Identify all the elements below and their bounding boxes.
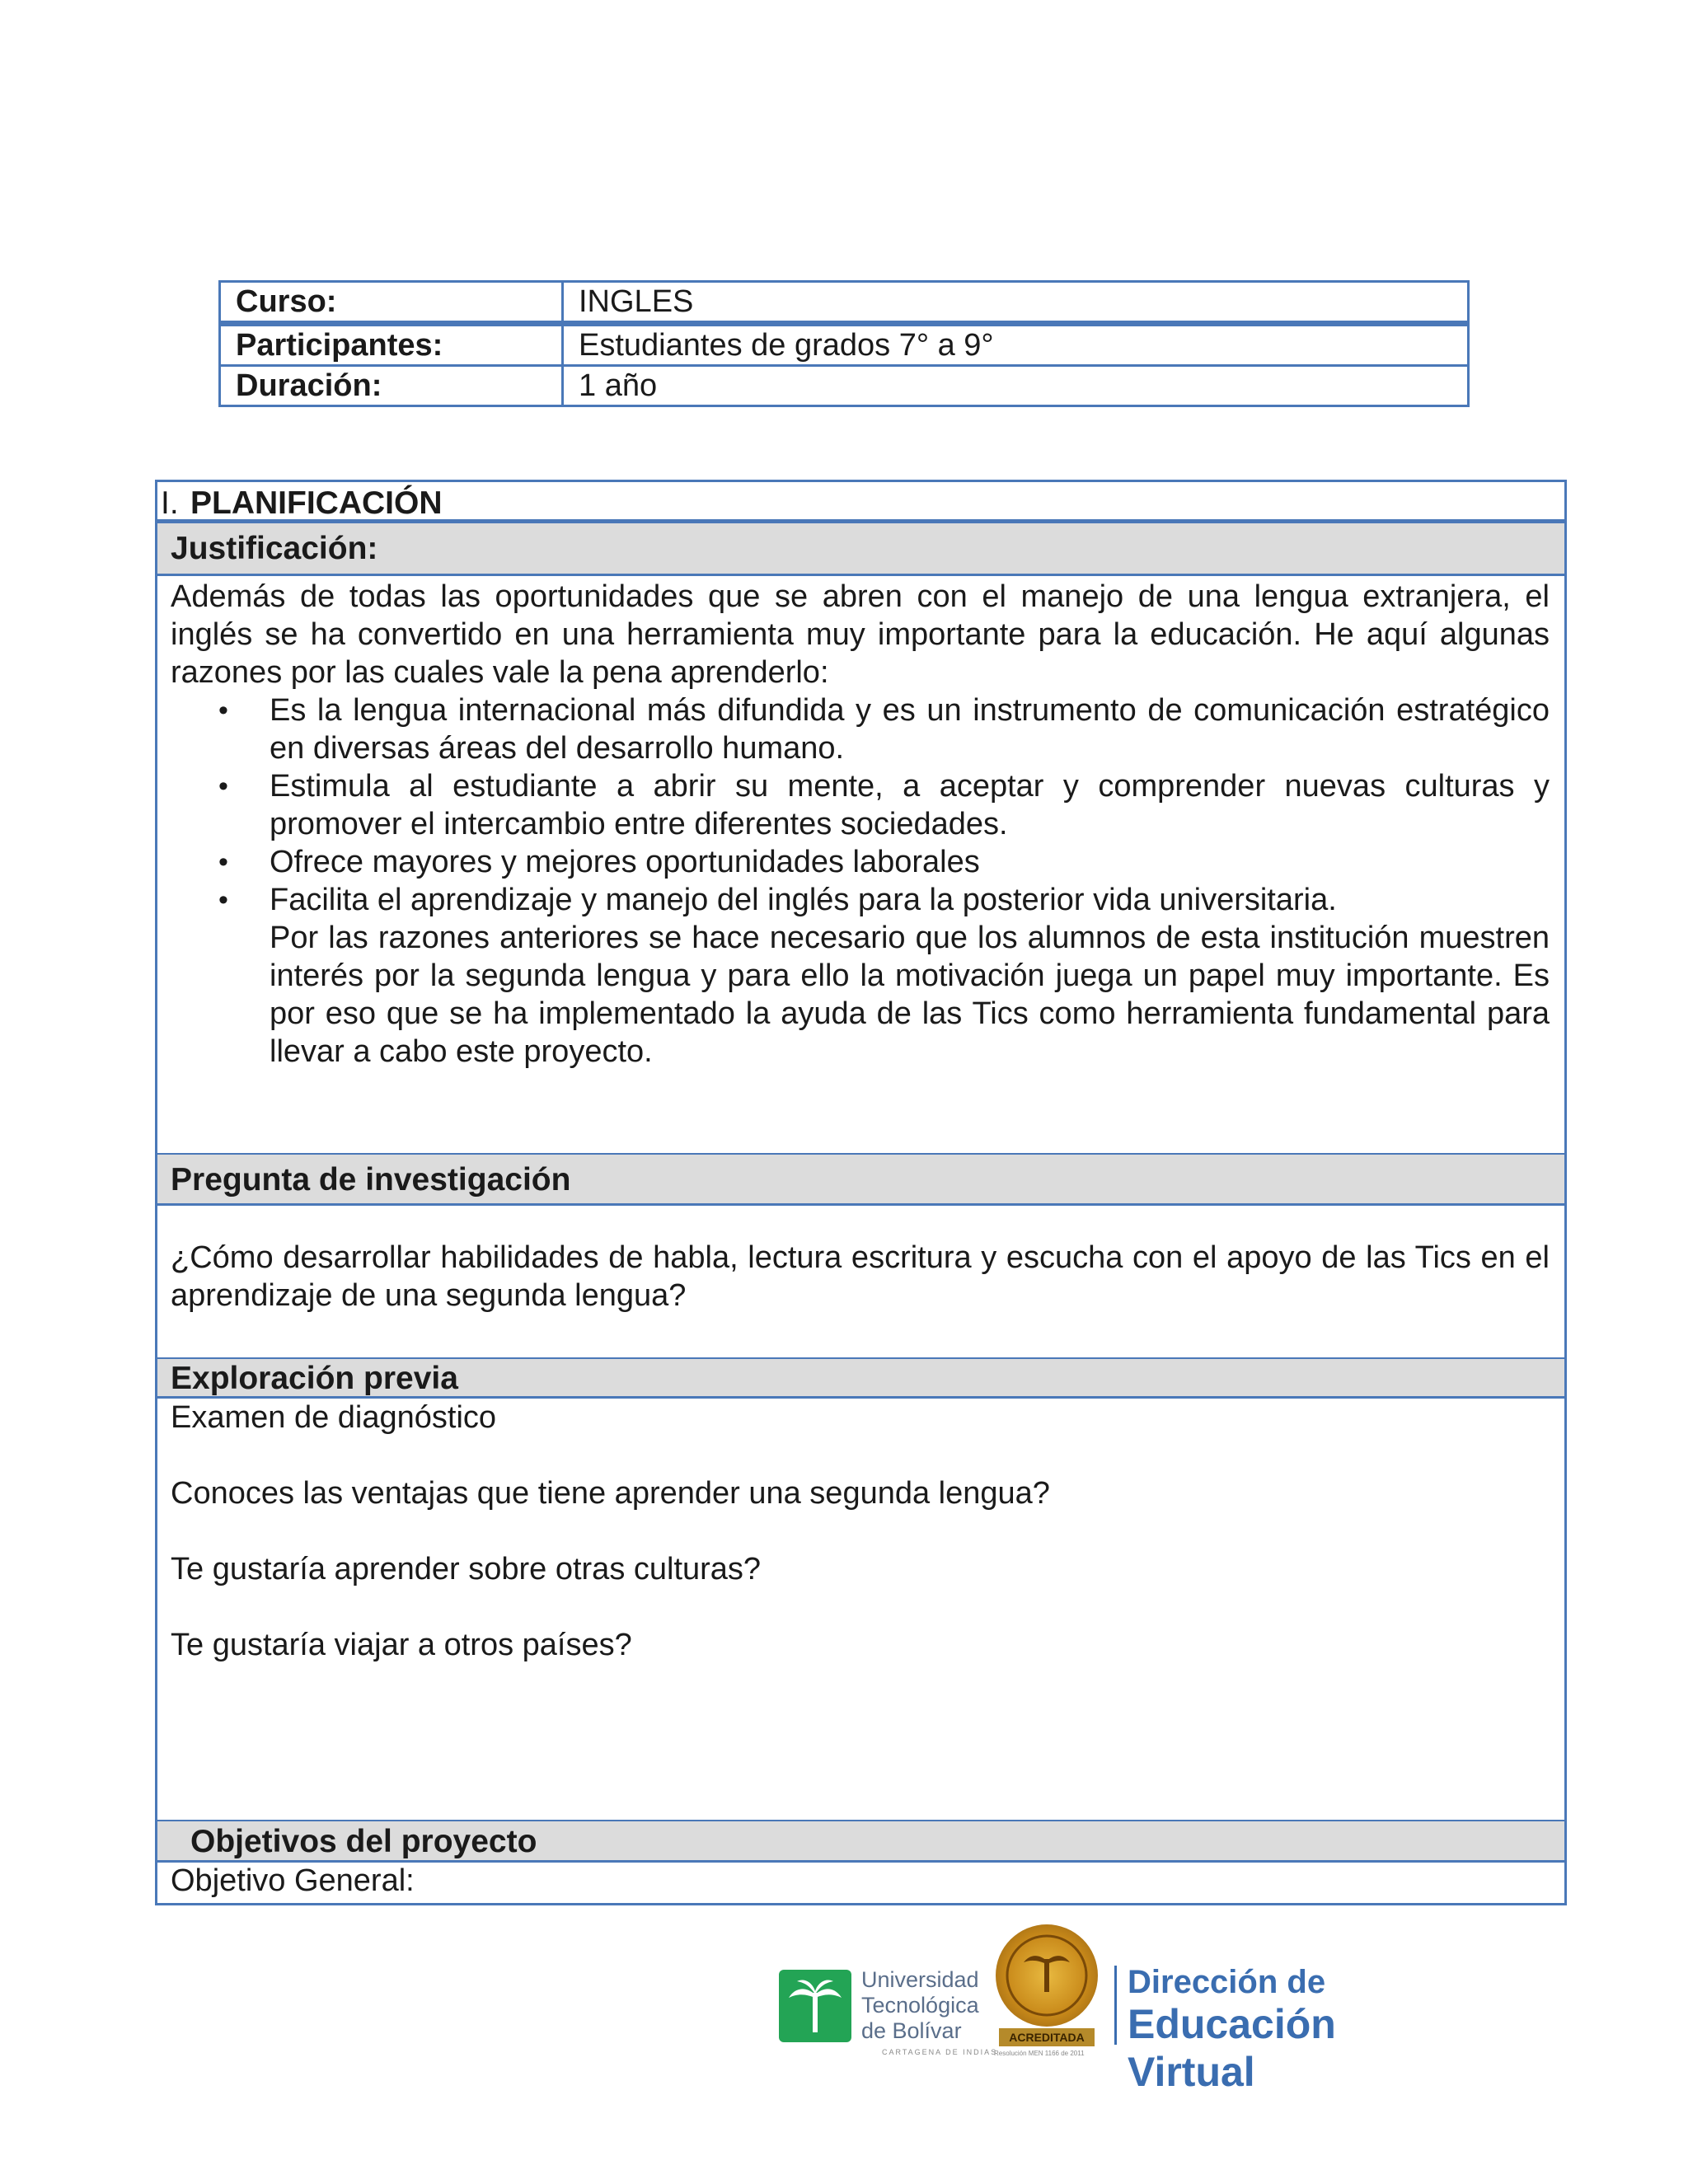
exploracion-item: Te gustaría viajar a otros países?	[171, 1628, 632, 1662]
pregunta-heading: Pregunta de investigación	[157, 1153, 1564, 1206]
bullet-icon: •	[218, 695, 228, 726]
list-item: • Estimula al estudiante a abrir su mente, a aceptar y comprender nuevas culturas y promover el intercambio entre diferentes sociedades.	[218, 769, 1550, 841]
list-item: • Es la lengua internacional más difundida y es un instrumento de comunicación estratégico en diversas áreas del desarrollo humano.	[218, 693, 1550, 766]
exploracion-item: Te gustaría aprender sobre otras culturas?	[171, 1552, 762, 1586]
reasons-list	[171, 691, 1550, 919]
exploracion-heading: Exploración previa	[157, 1357, 1564, 1399]
justificacion-intro: Además de todas las oportunidades que se abren con el manejo de una lengua extranjera, el inglés se ha convertido en una herramienta muy importante para la educación. He aquí algunas razones por las cuales vale la pena aprenderlo:	[171, 579, 1550, 690]
list-item: • Facilita el aprendizaje y manejo del inglés para la posterior vida universitaria.	[218, 883, 1337, 917]
planning-title: PLANIFICACIÓN	[190, 485, 443, 521]
accreditation-seal-icon	[996, 1924, 1098, 2027]
direccion-label: Dirección de	[1128, 1964, 1326, 2000]
section-number: I.	[161, 485, 179, 521]
planning-title-bar	[157, 482, 1564, 523]
logo-divider	[1114, 1966, 1117, 2045]
list-item: • Ofrece mayores y mejores oportunidades laborales	[218, 845, 980, 879]
footer-logos	[775, 1924, 1434, 2095]
exploracion-body	[157, 1399, 1564, 1820]
objetivo-general-label: Objetivo General:	[171, 1863, 415, 1898]
exploracion-item: Examen de diagnóstico	[171, 1400, 497, 1435]
utb-logo-icon	[779, 1970, 851, 2042]
utb-city: CARTAGENA DE INDIAS	[882, 2048, 998, 2056]
seal-band: ACREDITADA	[999, 2028, 1095, 2046]
info-row-curso	[220, 282, 1469, 324]
info-value: INGLES	[563, 282, 1469, 324]
info-label: Duración:	[220, 366, 563, 406]
pregunta-text: ¿Cómo desarrollar habilidades de habla, lectura escritura y escucha con el apoyo de las Tics en el aprendizaje de una segunda lengua?	[171, 1240, 1550, 1313]
bullet-icon: •	[218, 884, 228, 916]
pregunta-body	[157, 1206, 1564, 1357]
info-label: Curso:	[220, 282, 563, 324]
planning-box	[155, 480, 1567, 1905]
justificacion-closing: Por las razones anteriores se hace necesario que los alumnos de esta institución muestren interés por la segunda lengua y para ello la motivación juega un papel muy importante. Es por eso que se ha implementado la ayuda de las Tics como herramienta fundamental para llevar a cabo este proyecto.	[270, 921, 1550, 1069]
utb-name: Universidad Tecnológica de Bolívar	[861, 1967, 979, 2043]
seal-caption: Resolución MEN 1166 de 2011	[994, 2050, 1085, 2057]
info-value: Estudiantes de grados 7° a 9°	[563, 324, 1469, 366]
bullet-icon: •	[218, 771, 228, 802]
bullet-icon: •	[218, 846, 228, 878]
info-label: Participantes:	[220, 324, 563, 366]
objetivos-heading: Objetivos del proyecto	[157, 1820, 1564, 1863]
info-row-participantes	[220, 324, 1469, 366]
educacion-virtual-label: Educación Virtual	[1128, 2001, 1336, 2095]
info-value: 1 año	[563, 366, 1469, 406]
exploracion-item: Conoces las ventajas que tiene aprender una segunda lengua?	[171, 1476, 1050, 1511]
info-row-duracion	[220, 366, 1469, 406]
justificacion-body	[157, 576, 1564, 1153]
course-info-table	[218, 280, 1470, 407]
justificacion-heading: Justificación:	[157, 523, 1564, 576]
objetivos-body	[157, 1863, 1564, 1899]
